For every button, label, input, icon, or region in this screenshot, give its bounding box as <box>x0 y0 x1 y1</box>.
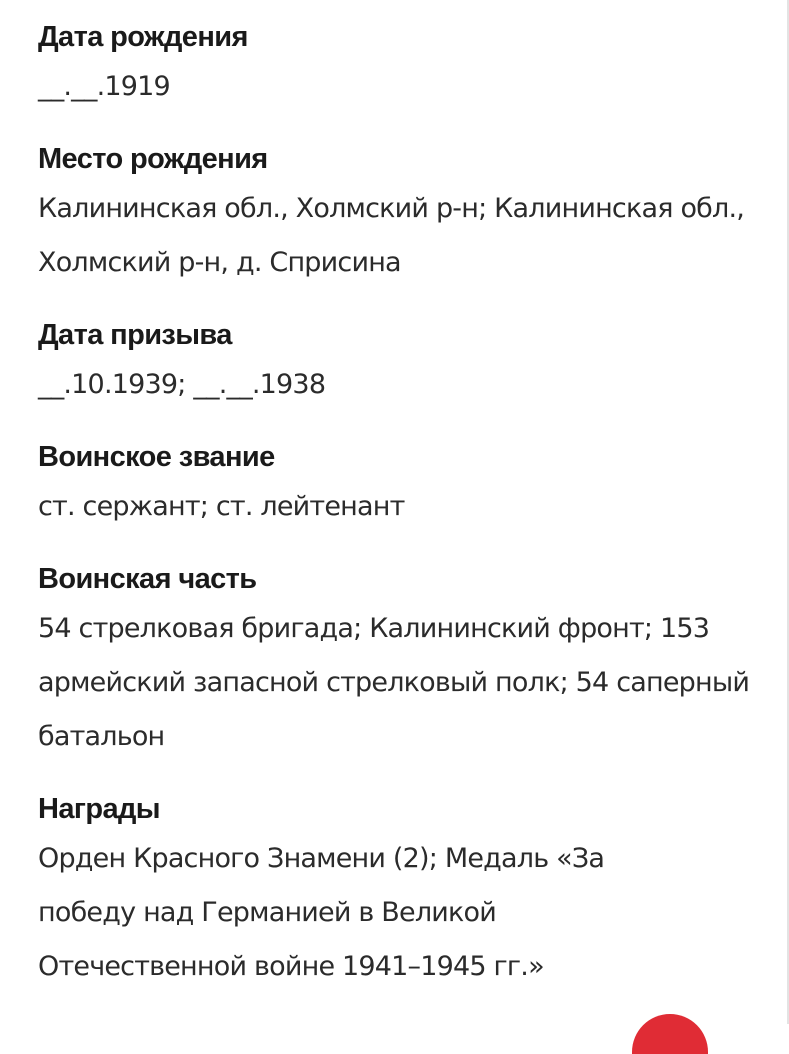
floating-action-button[interactable] <box>632 1014 708 1054</box>
field-value-military-rank: ст. сержант; ст. лейтенант <box>38 491 405 522</box>
field-conscription-date <box>38 312 768 412</box>
field-label-awards: Награды <box>38 793 160 825</box>
field-label-conscription-date: Дата призыва <box>38 319 232 351</box>
field-military-unit <box>38 556 768 764</box>
field-military-rank <box>38 434 768 534</box>
field-awards <box>38 786 768 994</box>
field-label-military-rank: Воинское звание <box>38 441 275 473</box>
field-value-awards: Орден Красного Знамени (2); Медаль «За победу над Германией в Великой Отечественной войне 1941–1945 гг.» <box>38 843 605 982</box>
field-label-birth-date: Дата рождения <box>38 21 248 53</box>
field-label-birth-place: Место рождения <box>38 143 268 175</box>
field-label-military-unit: Воинская часть <box>38 563 257 595</box>
person-info-card <box>38 14 768 1016</box>
field-birth-date <box>38 14 768 114</box>
field-value-conscription-date: __.10.1939; __.__.1938 <box>38 369 326 400</box>
field-value-birth-date: __.__.1919 <box>38 71 170 102</box>
field-value-birth-place: Калининская обл., Холмский р-н; Калининская обл., Холмский р-н, д. Сприсина <box>38 193 745 278</box>
field-value-military-unit: 54 стрелковая бригада; Калининский фронт; 153 армейский запасной стрелковый полк; 54 саперный батальон <box>38 613 750 752</box>
field-birth-place <box>38 136 768 290</box>
